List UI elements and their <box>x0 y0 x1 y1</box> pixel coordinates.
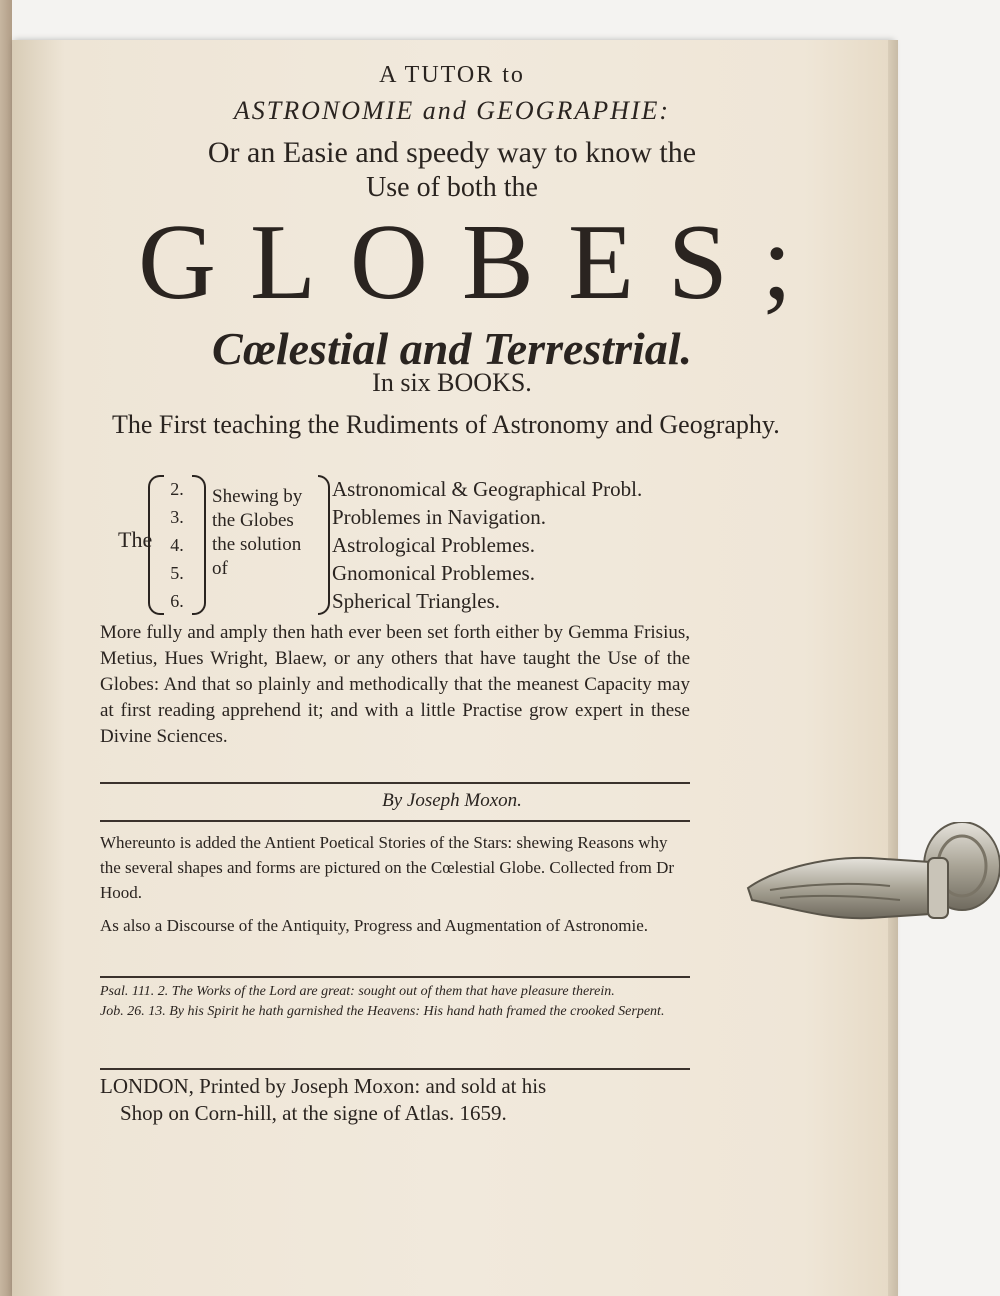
title-page <box>12 40 892 1296</box>
shewing-line: of <box>212 558 228 579</box>
book-number: 5. <box>170 563 184 583</box>
title-line-3: Or an Easie and speedy way to know the <box>207 136 697 169</box>
first-teaching: The First teaching the Rudiments of Astronomy and Geography. <box>112 410 780 439</box>
problems-list <box>332 475 642 615</box>
problem-item: Spherical Triangles. <box>332 589 500 613</box>
title-line-1: A TUTOR to <box>379 62 525 88</box>
imprint <box>100 1073 690 1127</box>
right-brace-2 <box>318 475 330 615</box>
shewing-line: the Globes <box>212 510 294 531</box>
books-line: In six BOOKS. <box>372 368 532 397</box>
brace-table <box>104 475 704 615</box>
coelestial-heading: Cœlestial and Terrestrial. <box>211 323 693 374</box>
whereunto-text: Whereunto is added the Antient Poetical Stories of the Stars: shewing Reasons why the several shapes and forms are pictured on the Cœlestial Globe. Collected from Dr Hood. <box>100 833 675 902</box>
problem-item: Astronomical & Geographical Probl. <box>332 477 643 501</box>
imprint-line-1: LONDON, Printed by Joseph Moxon: and sold at his <box>100 1074 547 1098</box>
rule-3 <box>100 976 690 978</box>
rule-4 <box>100 1068 690 1070</box>
hand-page-clip <box>740 822 1000 942</box>
page-fore-edge <box>888 40 898 1296</box>
book-numbers <box>162 475 192 615</box>
rule-2 <box>100 820 690 822</box>
more-fully-paragraph: More fully and amply then hath ever been set forth either by Gemma Frisius, Metius, Hues Wright, Blaew, or any others that have taught the Use of the Globes: And that so plainly and methodically that the meanest Capacity may at first reading apprehend it; and with a little Practise grow expert in these Divine Sciences. <box>100 622 690 747</box>
imprint-line-2: Shop on Corn-hill, at the signe of Atlas. 1659. <box>120 1101 507 1125</box>
as-also-text: As also a Discourse of the Antiquity, Progress and Augmentation of Astronomie. <box>100 916 649 935</box>
job-quote: Job. 26. 13. By his Spirit he hath garnished the Heavens: His hand hath framed the crooked Serpent. <box>100 1004 665 1019</box>
problem-item: Astrological Problemes. <box>332 533 535 557</box>
shewing-line: Shewing by <box>212 486 303 507</box>
title-line-4: Use of both the <box>366 172 538 203</box>
problem-item: Problemes in Navigation. <box>332 505 547 529</box>
shewing-text <box>212 485 302 581</box>
scripture-quotes <box>100 982 690 1022</box>
psalm-quote: Psal. 111. 2. The Works of the Lord are great: sought out of them that have pleasure therein. <box>100 984 615 999</box>
facing-page-edge <box>0 0 12 1296</box>
right-brace-1 <box>192 475 206 615</box>
book-number: 2. <box>170 479 184 499</box>
shewing-line: the solution <box>212 534 302 555</box>
globes-heading: GLOBES; <box>137 203 827 322</box>
rule-1 <box>100 782 690 784</box>
title-line-2: ASTRONOMIE and GEOGRAPHIE: <box>233 96 671 125</box>
brace-the: The <box>118 527 153 552</box>
book-number: 6. <box>170 591 184 611</box>
book-number: 4. <box>170 535 184 555</box>
author-line: By Joseph Moxon. <box>382 790 522 811</box>
problem-item: Gnomonical Problemes. <box>332 561 535 585</box>
whereunto-paragraph <box>100 830 690 938</box>
book-number: 3. <box>170 507 184 527</box>
